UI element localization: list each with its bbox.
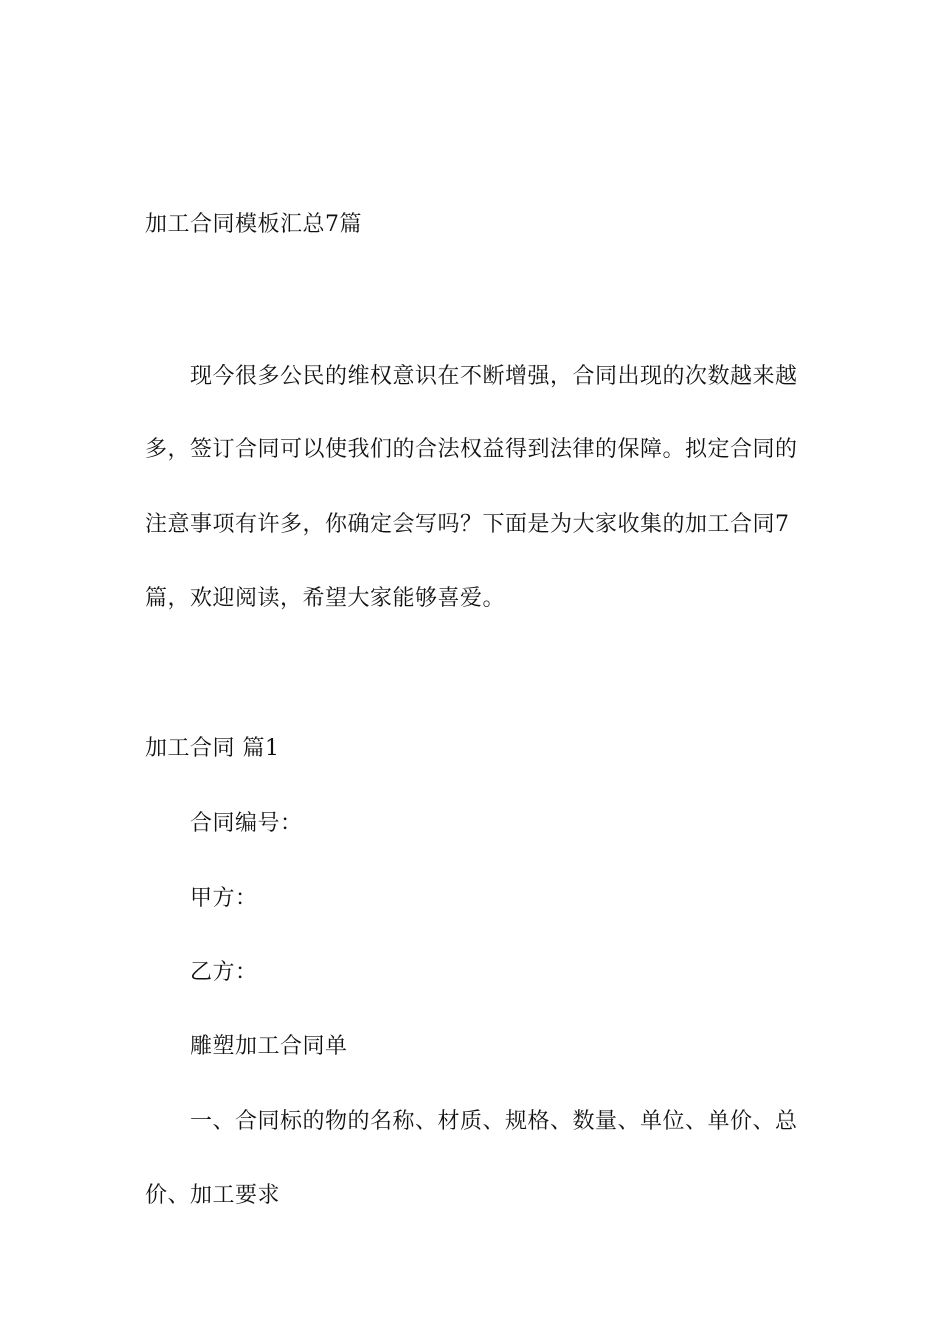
contract-number-field: 合同编号： [190, 811, 303, 836]
intro-line-4: 篇，欢迎阅读，希望大家能够喜爱。 [145, 586, 506, 611]
section-heading: 加工合同 篇1 [145, 736, 280, 761]
clause-1-line-1: 一、合同标的物的名称、材质、规格、数量、单位、单价、总 [190, 1109, 798, 1134]
clause-1-line-2: 价、加工要求 [145, 1183, 281, 1208]
intro-line-2: 多，签订合同可以使我们的合法权益得到法律的保障。拟定合同的 [145, 437, 798, 462]
party-a-field: 甲方： [190, 886, 258, 911]
form-title: 雕塑加工合同单 [190, 1034, 348, 1059]
party-b-field: 乙方： [190, 960, 258, 985]
intro-line-3: 注意事项有许多，你确定会写吗？下面是为大家收集的加工合同7 [145, 512, 790, 537]
intro-line-1: 现今很多公民的维权意识在不断增强，合同出现的次数越来越 [190, 364, 798, 389]
document-title: 加工合同模板汇总7篇 [145, 212, 362, 237]
